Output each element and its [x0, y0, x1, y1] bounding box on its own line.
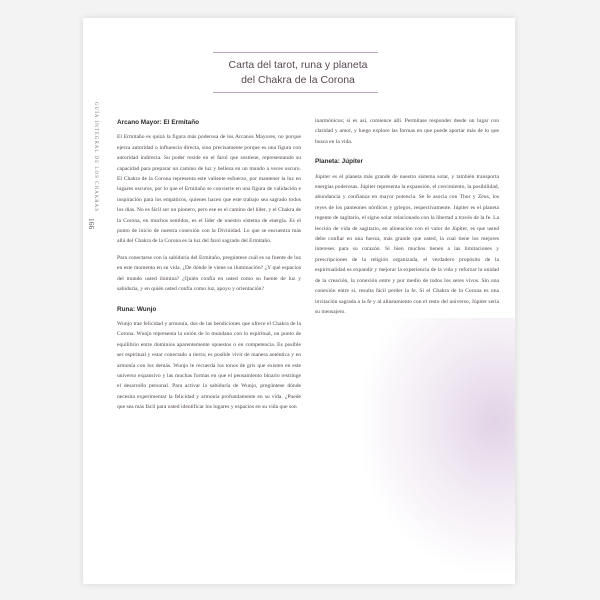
chapter-title: [213, 58, 383, 88]
page-number: 166: [87, 218, 96, 230]
paragraph: inarmónicos; si es así, comience allí. Permítase responder desde un lugar con claridad y amor, y luego explore las formas en que puede aportar más de lo que busca en la vida.: [315, 118, 499, 145]
watercolor-wash: [355, 318, 515, 578]
book-page: [83, 18, 515, 584]
paragraph: El Ermitaño es quizá la figura más poderosa de los Arcanos Mayores, no porque ejerza autoridad o influencia directa, sino precisamente porque es una figura con autoridad indirecta. Su poder reside en el farol que sostiene, representando su capacidad para preparar un camino de luz y belleza en un mundo a veces oscuro. El Chakra de la Corona representa este valiente esfuerzo, por mantener la luz en lugares oscuros, por lo que el Ermitaño se convierte en una figura de validación e inspiración para los empáticos, quienes hacen que este trabajo sea sagrado todos los días. No es fácil ser un pionero, pero ese es el camino del líder, y el Chakra de la Corona, en muchos sentidos, es el líder de nuestro sistema de energía. Es el punto de inicio de nuestra conexión con la Divinidad. Lo que se encuentra más allá del Chakra de la Corona es la luz del farol sagrado del Ermitaño.: [117, 134, 301, 245]
title-top-rule: [213, 52, 378, 53]
title-line-1: Carta del tarot, runa y planeta: [228, 59, 368, 71]
paragraph: Wunjo trae felicidad y armonía, dos de las bendiciones que ofrece el Chakra de la Corona. Wunjo representa la unión de lo mundano con lo espiritual, un punto de equilibrio entre dominios aparentemente opuestos o en competencia. Es posible ser espiritual y estar conectado a tierra; es posible vivir de manera auténtica y en armonía con los demás. Wunjo le recuerda los tonos de gris que existen en este universo expansivo y las muchas formas en que el pensamiento binario restringe el desarrollo personal. Para activar la sabiduría de Wunjo, pregúntese dónde necesita experimentar la felicidad y armonía profundamente en su vida. ¿Puede que sea más fácil para usted identificar los lugares y espacios en su vida que son: [117, 320, 301, 411]
chapter-title-block: [213, 52, 383, 93]
right-column: [315, 116, 499, 323]
paragraph: Para conectarse con la sabiduría del Ermitaño, pregúntese cuál es su fuente de luz en este momento en su vida. ¿De dónde le viene su iluminación? ¿Y qué espacios del mundo usted ilumina? ¿Quién confía en usted como su fuente de luz y sabiduría, y en quién usted confía como luz, apoyo y orientación?: [117, 254, 301, 293]
title-bottom-rule: [213, 92, 378, 93]
section-heading-jupiter: Planeta: Júpiter: [315, 158, 363, 166]
title-line-2: del Chakra de la Corona: [241, 74, 355, 86]
section-heading-ermitano: Arcano Mayor: El Ermitaño: [117, 119, 200, 126]
running-header: GUÍA INTEGRAL DE LOS CHAKRAS: [93, 102, 98, 213]
left-column: [117, 118, 301, 419]
section-heading-wunjo: Runa: Wunjo: [117, 305, 157, 313]
paragraph: Júpiter es el planeta más grande de nuestro sistema solar, y también transporta energías poderosas. Júpiter representa la expansión, el crecimiento, la posibilidad, abundancia y confianza en mayor potencia. Se le asocia con Thor y Zeus, los reyes de los panteones nórdicos y griegos, respectivamente. Júpiter es el planeta regente de sagitario, el signo solar relacionado con la libertad a través de la fe. La lección de vida de sagitario, en alineación con el valor de Júpiter, es que usted debe confiar en una fuerza, más grande que usted, la cual tiene los mejores intereses para su corazón. Si bien muchos tienen a las limitaciones y prescripciones de la religión organizada, el verdadero propósito de la espiritualidad es expandir y mejorar la experiencia de la vida y reforzar la unidad de la creación, la conexión entre y por medio de todos los seres vivos. Sin una conexión entre sí, resulta fácil perder la fe. Si el Chakra de la Corona es una invitación sagrada a la fe y al alineamiento con el resto del universo, Júpiter sería su mensajero.: [315, 173, 499, 315]
